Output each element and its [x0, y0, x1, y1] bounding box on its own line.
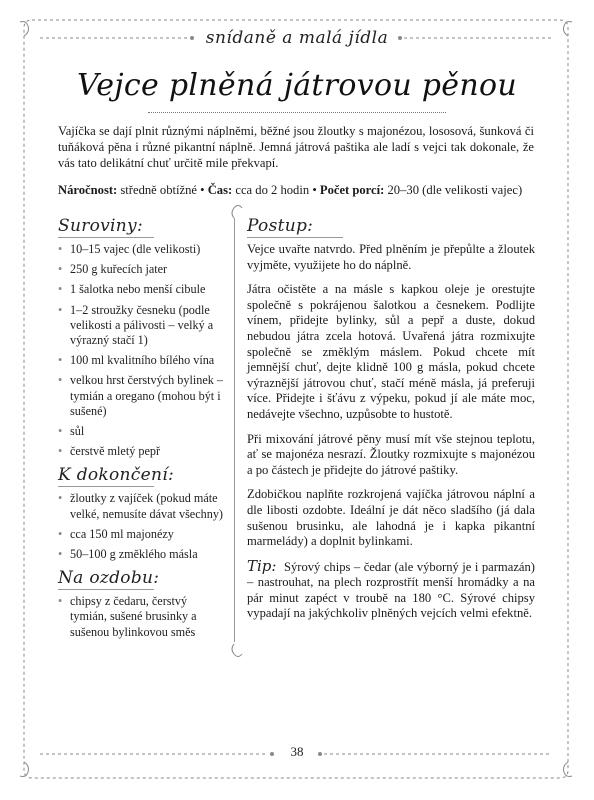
ingredients-heading [58, 216, 226, 238]
list-item: • 100 ml kvalitního bílého vína [58, 353, 226, 368]
list-item: • 1 šalotka nebo menší cibule [58, 282, 226, 297]
tip-text: Sýrový chips – čedar (ale výborný je i parmazán) – nastrouhat, na plech rozprostřít menší hromádky a na pár minut zapéct v troubě na 180 °C. Sýrové chipsy vypadají na jakýchkoliv plněných vejcích velmi efektně. [247, 559, 535, 621]
list-item: • 50–100 g změklého másla [58, 547, 226, 562]
list-item: • velkou hrst čerstvých bylinek – tymián a oregano (mohou být i sušené) [58, 373, 226, 419]
list-item: • 10–15 vajec (dle velikosti) [58, 242, 226, 257]
procedure-heading-text: Postup: [247, 216, 314, 236]
section-header: snídaně a malá jídla [205, 28, 389, 48]
difficulty-label: Náročnost: [58, 183, 118, 197]
heading-underline [58, 589, 154, 590]
meta-separator: • [200, 183, 208, 197]
list-item: • žloutky z vajíček (pokud máte velké, nemusíte dávat všechny) [58, 491, 226, 521]
finishing-heading [58, 465, 226, 487]
garnish-heading-text: Na ozdobu: [58, 568, 160, 589]
garnish-list [58, 594, 226, 640]
recipe-intro: Vajíčka se dají plnit různými náplněmi, běžné jsou žloutky s majonézou, lososová, šunková či tuňáková pěna i různé pikantní náplně. Jemná játrová paštika ale ladí s vejci tak dokonale, že vás tato delikátní chuť určitě mile překvapí. [58, 124, 534, 170]
list-item: • 1–2 stroužky česneku (podle velikosti a pálivosti – velký a výrazný stačí 1) [58, 303, 226, 349]
recipe-title: Vejce plněná játrovou pěnou [77, 68, 517, 103]
garnish-heading [58, 568, 226, 590]
ingredients-column [58, 216, 226, 646]
list-item: • sůl [58, 424, 226, 439]
ingredients-list [58, 242, 226, 459]
heading-underline [247, 237, 343, 238]
list-item: • chipsy z čedaru, čerstvý tymián, sušené brusinky a sušenou bylinkovou směs [58, 594, 226, 640]
ingredients-heading-text: Suroviny: [58, 216, 143, 236]
heading-underline [58, 486, 154, 487]
column-divider [234, 218, 235, 642]
procedure-step: Při mixování játrové pěny musí mít vše stejnou teplotu, ať se majonéza nesrazí. Žloutky rozmixujte s majonézou a po částech je přidejte do játrové paštiky. [247, 431, 535, 477]
recipe-meta [58, 183, 538, 198]
tip-paragraph [247, 556, 535, 622]
meta-separator: • [312, 183, 320, 197]
time-label: Čas: [207, 183, 233, 197]
procedure-step: Zdobičkou naplňte rozkrojená vajíčka játrovou náplní a dle libosti ozdobte. Ideální je dát něco sladšího (já dala sušenou brusinku, ale lahodná je i kapka pikantní marmelády) a doplnit bylinkami. [247, 487, 535, 549]
page-number: 38 [290, 744, 304, 759]
procedure-heading [247, 216, 535, 238]
finishing-heading-text: K dokončení: [58, 465, 175, 486]
title-rule [148, 112, 446, 113]
procedure-column [247, 216, 535, 631]
procedure-step: Vejce uvařte natvrdo. Před plněním je přepůlte a žloutek vyjměte, využijete ho do náplně. [247, 242, 535, 272]
difficulty-value: středně obtížné [120, 183, 197, 197]
time-value: cca do 2 hodin [235, 183, 310, 197]
list-item: • 250 g kuřecích jater [58, 262, 226, 277]
procedure-step: Játra očistěte a na másle s kapkou oleje je orestujte společně s pokrájenou šalotkou a česnekem. Podlijte vínem, přidejte bylinky, sůl a pepř a duste, dokud nebudou játra zcela hotová. Uvařená játra rozmixujte společně se změklým máslem. Pokud chcete mít jemnější chuť, dejte klidně 100 g másla, pokud chcete výraznější játrovou chuť, stačí méně másla, já preferuji více. Přidejte i šťávu z výpeku, pokud jí ale máte moc, nedávejte všechno, uzpůsobte to hustotě. [247, 282, 535, 421]
heading-underline [58, 237, 154, 238]
list-item: • čerstvě mletý pepř [58, 444, 226, 459]
portions-value: 20–30 (dle velikosti vajec) [387, 183, 523, 197]
tip-label: Tip: [247, 556, 277, 575]
list-item: • cca 150 ml majonézy [58, 527, 226, 542]
portions-label: Počet porcí: [319, 183, 385, 197]
finishing-list [58, 491, 226, 562]
